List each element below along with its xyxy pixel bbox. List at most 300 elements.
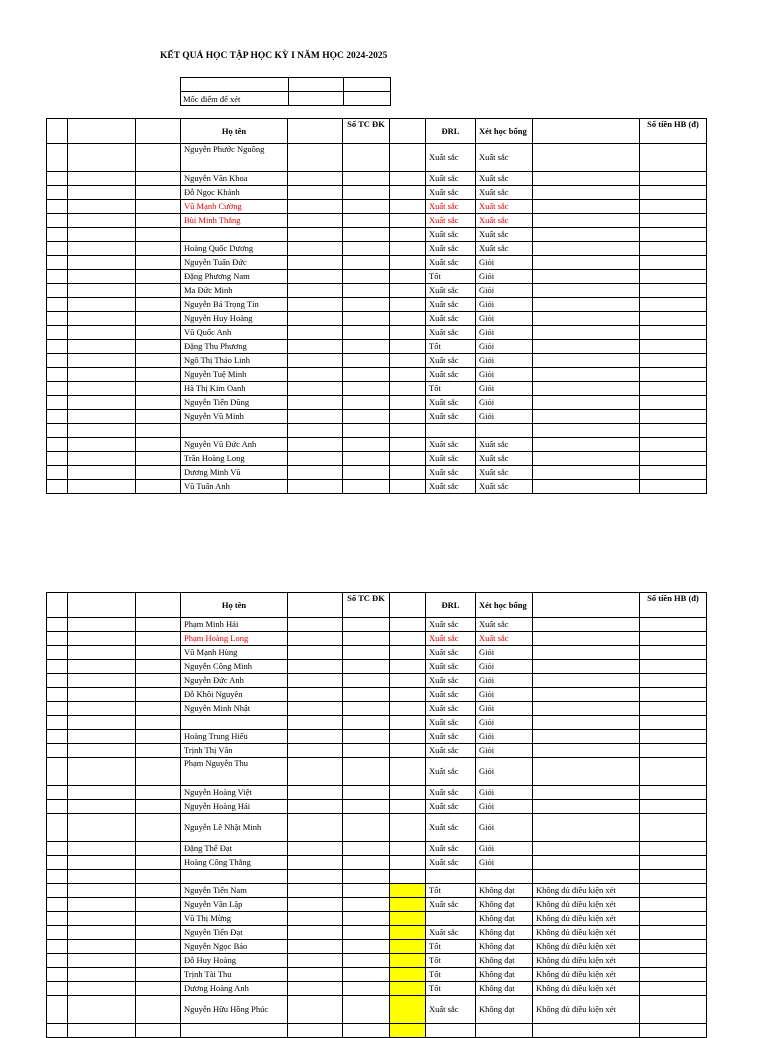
student-name: Dương Hoàng Anh (181, 982, 288, 996)
table-row (47, 186, 707, 200)
scholarship-cell: Giỏi (476, 800, 533, 814)
drl-cell: Xuất sắc (426, 786, 476, 800)
cell-blank (390, 466, 426, 480)
cell-blank (136, 898, 181, 912)
note-cell: Không đủ điều kiện xét (533, 884, 640, 898)
cell-blank (68, 270, 136, 284)
student-name: Hoàng Quốc Dương (181, 242, 288, 256)
note-cell (533, 186, 640, 200)
student-name: Đặng Phương Nam (181, 270, 288, 284)
cell-blank (390, 632, 426, 646)
cell-blank (136, 438, 181, 452)
drl-cell (426, 870, 476, 884)
note-cell (533, 744, 640, 758)
student-name: Nguyễn Văn Khoa (181, 172, 288, 186)
cell-blank (288, 200, 343, 214)
credits-cell (343, 898, 390, 912)
drl-cell: Xuất sắc (426, 716, 476, 730)
cell-blank (68, 242, 136, 256)
student-name: Đặng Thế Đạt (181, 842, 288, 856)
student-name: Nguyễn Tiến Dũng (181, 396, 288, 410)
table-row (47, 842, 707, 856)
credits-cell (343, 284, 390, 298)
cell-blank (390, 144, 426, 172)
cell-blank (136, 410, 181, 424)
cell-blank (288, 814, 343, 842)
drl-cell (426, 424, 476, 438)
cell-blank (390, 856, 426, 870)
credits-cell (343, 968, 390, 982)
student-name: Phạm Nguyễn Thu (181, 758, 288, 786)
criteria-cell (289, 78, 344, 92)
cell-blank (47, 200, 68, 214)
cell-blank (390, 814, 426, 842)
scholarship-cell: Giỏi (476, 646, 533, 660)
cell-blank (390, 884, 426, 898)
scholarship-cell: Không đạt (476, 982, 533, 996)
student-name: Nguyễn Minh Nhật (181, 702, 288, 716)
student-name: Nguyễn Bá Trọng Tín (181, 298, 288, 312)
cell-blank (288, 172, 343, 186)
student-name: Đỗ Ngọc Khánh (181, 186, 288, 200)
cell-blank (136, 396, 181, 410)
cell-blank (288, 228, 343, 242)
cell-blank (68, 786, 136, 800)
cell-blank (47, 814, 68, 842)
cell-blank (390, 214, 426, 228)
note-cell (533, 228, 640, 242)
cell-blank (288, 326, 343, 340)
cell-blank (288, 452, 343, 466)
note-cell: Không đủ điều kiện xét (533, 912, 640, 926)
header-cell (533, 593, 640, 618)
drl-cell: Xuất sắc (426, 284, 476, 298)
note-cell (533, 368, 640, 382)
cell-blank (47, 744, 68, 758)
cell-blank (136, 200, 181, 214)
cell-blank (390, 256, 426, 270)
student-name: Ngô Thị Thảo Linh (181, 354, 288, 368)
scholarship-cell: Xuất sắc (476, 438, 533, 452)
cell-blank (68, 312, 136, 326)
credits-cell (343, 354, 390, 368)
cell-blank (136, 968, 181, 982)
cell-blank (68, 660, 136, 674)
amount-cell (640, 228, 707, 242)
table-row (47, 326, 707, 340)
cell-blank (136, 270, 181, 284)
cell-blank (136, 842, 181, 856)
cell-blank (47, 340, 68, 354)
cell-blank (390, 242, 426, 256)
page-title: KẾT QUẢ HỌC TẬP HỌC KỲ I NĂM HỌC 2024-2025 (160, 51, 388, 61)
note-cell (533, 814, 640, 842)
cell-blank (136, 702, 181, 716)
cell-blank (136, 242, 181, 256)
cell-blank (68, 186, 136, 200)
table-body (47, 144, 707, 494)
credits-cell (343, 424, 390, 438)
drl-cell: Xuất sắc (426, 702, 476, 716)
scholarship-cell: Không đạt (476, 884, 533, 898)
table-row (47, 424, 707, 438)
cell-blank (136, 326, 181, 340)
student-name: Bùi Minh Thắng (181, 214, 288, 228)
cell-blank (136, 786, 181, 800)
amount-cell (640, 646, 707, 660)
cell-blank (288, 940, 343, 954)
amount-cell (640, 382, 707, 396)
table-row (47, 144, 707, 172)
cell-blank (68, 284, 136, 298)
drl-cell: Xuất sắc (426, 800, 476, 814)
amount-cell (640, 786, 707, 800)
note-cell (533, 800, 640, 814)
credits-cell (343, 452, 390, 466)
cell-blank (47, 716, 68, 730)
note-cell (533, 424, 640, 438)
cell-blank (47, 466, 68, 480)
cell-blank (288, 256, 343, 270)
credits-cell (343, 466, 390, 480)
note-cell (533, 270, 640, 284)
credits-cell (343, 702, 390, 716)
amount-cell (640, 730, 707, 744)
table-row (47, 940, 707, 954)
cell-blank (390, 730, 426, 744)
cell-blank (390, 312, 426, 326)
table-row (47, 786, 707, 800)
credits-cell (343, 996, 390, 1024)
cell-blank (68, 842, 136, 856)
cell-blank (47, 186, 68, 200)
table-row (47, 926, 707, 940)
header-cell (136, 593, 181, 618)
student-name (181, 716, 288, 730)
student-name: Vũ Mạnh Hùng (181, 646, 288, 660)
header-row (47, 593, 707, 618)
amount-cell (640, 674, 707, 688)
cell-blank (136, 688, 181, 702)
scholarship-cell (476, 1024, 533, 1038)
credits-cell (343, 144, 390, 172)
cell-blank (68, 744, 136, 758)
cell-blank (47, 702, 68, 716)
cell-blank (47, 1024, 68, 1038)
credits-cell (343, 926, 390, 940)
cell-blank (68, 926, 136, 940)
cell-blank (136, 618, 181, 632)
cell-blank (136, 660, 181, 674)
cell-blank (136, 214, 181, 228)
header-cell (533, 119, 640, 144)
student-name: Nguyễn Công Minh (181, 660, 288, 674)
criteria-cell (181, 78, 289, 92)
cell-blank (47, 842, 68, 856)
scholarship-cell: Giỏi (476, 758, 533, 786)
cell-blank (390, 996, 426, 1024)
table-row (47, 856, 707, 870)
scholarship-cell: Giỏi (476, 814, 533, 842)
student-name: Đỗ Huy Hoàng (181, 954, 288, 968)
credits-cell (343, 270, 390, 284)
cell-blank (68, 256, 136, 270)
amount-cell (640, 912, 707, 926)
student-name: Nguyễn Hoàng Việt (181, 786, 288, 800)
table-row (47, 646, 707, 660)
amount-cell (640, 632, 707, 646)
cell-blank (47, 646, 68, 660)
student-name: Nguyễn Tiến Nam (181, 884, 288, 898)
credits-cell (343, 256, 390, 270)
cell-blank (390, 354, 426, 368)
cell-blank (68, 172, 136, 186)
criteria-cell (289, 92, 344, 106)
cell-blank (136, 814, 181, 842)
scholarship-cell: Xuất sắc (476, 144, 533, 172)
cell-blank (390, 968, 426, 982)
amount-cell (640, 396, 707, 410)
scholarship-cell: Giỏi (476, 674, 533, 688)
cell-blank (136, 716, 181, 730)
note-cell: Không đủ điều kiện xét (533, 996, 640, 1024)
drl-cell: Xuất sắc (426, 410, 476, 424)
table-row (47, 382, 707, 396)
cell-blank (68, 982, 136, 996)
credits-cell (343, 716, 390, 730)
student-name: Hà Thị Kim Oanh (181, 382, 288, 396)
drl-cell: Tốt (426, 940, 476, 954)
credits-cell (343, 312, 390, 326)
student-name: Đỗ Khôi Nguyên (181, 688, 288, 702)
credits-cell (343, 856, 390, 870)
cell-blank (390, 898, 426, 912)
drl-cell: Tốt (426, 340, 476, 354)
cell-blank (47, 758, 68, 786)
drl-cell (426, 1024, 476, 1038)
table-row (47, 884, 707, 898)
header-cell (68, 119, 136, 144)
amount-cell (640, 660, 707, 674)
cell-blank (390, 842, 426, 856)
amount-cell (640, 298, 707, 312)
amount-cell (640, 982, 707, 996)
scholarship-cell: Không đạt (476, 996, 533, 1024)
amount-cell (640, 270, 707, 284)
scholarship-cell: Giỏi (476, 382, 533, 396)
criteria-cell (344, 78, 391, 92)
cell-blank (136, 186, 181, 200)
cell-blank (288, 410, 343, 424)
header-amount: Số tiền HB (đ) (640, 593, 707, 618)
header-name: Họ tên (181, 593, 288, 618)
cell-blank (47, 898, 68, 912)
criteria-table (180, 77, 391, 106)
results-table-1 (46, 118, 707, 494)
amount-cell (640, 368, 707, 382)
table-row (47, 438, 707, 452)
drl-cell: Tốt (426, 884, 476, 898)
scholarship-cell: Giỏi (476, 716, 533, 730)
drl-cell: Xuất sắc (426, 688, 476, 702)
cell-blank (390, 912, 426, 926)
amount-cell (640, 926, 707, 940)
scholarship-cell: Không đạt (476, 898, 533, 912)
cell-blank (47, 968, 68, 982)
cell-blank (47, 996, 68, 1024)
cell-blank (288, 396, 343, 410)
scholarship-cell: Không đạt (476, 912, 533, 926)
amount-cell (640, 954, 707, 968)
amount-cell (640, 480, 707, 494)
cell-blank (68, 688, 136, 702)
note-cell (533, 786, 640, 800)
cell-blank (47, 856, 68, 870)
cell-blank (68, 618, 136, 632)
cell-blank (68, 410, 136, 424)
header-cell (288, 593, 343, 618)
header-name: Họ tên (181, 119, 288, 144)
cell-blank (68, 912, 136, 926)
credits-cell (343, 242, 390, 256)
note-cell (533, 354, 640, 368)
amount-cell (640, 242, 707, 256)
scholarship-cell: Giỏi (476, 396, 533, 410)
scholarship-cell: Giỏi (476, 744, 533, 758)
cell-blank (288, 912, 343, 926)
drl-cell: Tốt (426, 982, 476, 996)
table-row (47, 270, 707, 284)
cell-blank (288, 856, 343, 870)
cell-blank (68, 214, 136, 228)
drl-cell: Xuất sắc (426, 228, 476, 242)
cell-blank (136, 424, 181, 438)
scholarship-cell: Xuất sắc (476, 632, 533, 646)
note-cell (533, 660, 640, 674)
scholarship-cell (476, 870, 533, 884)
cell-blank (288, 214, 343, 228)
cell-blank (68, 800, 136, 814)
cell-blank (68, 940, 136, 954)
cell-blank (390, 186, 426, 200)
drl-cell: Xuất sắc (426, 368, 476, 382)
table-row (47, 674, 707, 688)
cell-blank (288, 438, 343, 452)
note-cell (533, 172, 640, 186)
amount-cell (640, 898, 707, 912)
cell-blank (288, 424, 343, 438)
cell-blank (288, 466, 343, 480)
scholarship-cell: Giỏi (476, 688, 533, 702)
header-cell (68, 593, 136, 618)
cell-blank (68, 228, 136, 242)
cell-blank (47, 298, 68, 312)
credits-cell (343, 214, 390, 228)
cell-blank (136, 730, 181, 744)
cell-blank (288, 968, 343, 982)
cell-blank (288, 618, 343, 632)
table-row (47, 172, 707, 186)
table-row (47, 340, 707, 354)
credits-cell (343, 200, 390, 214)
cell-blank (390, 758, 426, 786)
credits-cell (343, 758, 390, 786)
scholarship-cell: Giỏi (476, 340, 533, 354)
amount-cell (640, 618, 707, 632)
scholarship-cell: Xuất sắc (476, 172, 533, 186)
cell-blank (47, 884, 68, 898)
drl-cell: Xuất sắc (426, 144, 476, 172)
cell-blank (288, 898, 343, 912)
cell-blank (288, 144, 343, 172)
amount-cell (640, 200, 707, 214)
drl-cell: Xuất sắc (426, 632, 476, 646)
cell-blank (288, 270, 343, 284)
table-row (47, 452, 707, 466)
cell-blank (136, 466, 181, 480)
table-row (47, 954, 707, 968)
credits-cell (343, 410, 390, 424)
cell-blank (68, 368, 136, 382)
scholarship-cell: Xuất sắc (476, 452, 533, 466)
amount-cell (640, 424, 707, 438)
cell-blank (390, 646, 426, 660)
note-cell (533, 674, 640, 688)
cell-blank (47, 172, 68, 186)
student-name: Hoàng Trung Hiếu (181, 730, 288, 744)
criteria-cell (344, 92, 391, 106)
cell-blank (68, 452, 136, 466)
cell-blank (390, 480, 426, 494)
amount-cell (640, 800, 707, 814)
scholarship-cell: Xuất sắc (476, 214, 533, 228)
header-cell (136, 119, 181, 144)
credits-cell (343, 744, 390, 758)
scholarship-cell: Xuất sắc (476, 480, 533, 494)
cell-blank (136, 856, 181, 870)
cell-blank (136, 144, 181, 172)
scholarship-cell: Giỏi (476, 298, 533, 312)
drl-cell: Xuất sắc (426, 646, 476, 660)
student-name: Phạm Hoàng Long (181, 632, 288, 646)
credits-cell (343, 396, 390, 410)
amount-cell (640, 438, 707, 452)
cell-blank (288, 242, 343, 256)
note-cell (533, 214, 640, 228)
credits-cell (343, 730, 390, 744)
cell-blank (390, 870, 426, 884)
scholarship-cell: Giỏi (476, 354, 533, 368)
student-name (181, 228, 288, 242)
cell-blank (136, 982, 181, 996)
table-body (47, 618, 707, 1038)
header-cell (47, 593, 68, 618)
note-cell (533, 340, 640, 354)
student-name: Đặng Thu Phương (181, 340, 288, 354)
cell-blank (47, 354, 68, 368)
credits-cell (343, 1024, 390, 1038)
drl-cell: Tốt (426, 382, 476, 396)
cell-blank (390, 284, 426, 298)
cell-blank (288, 312, 343, 326)
cell-blank (47, 382, 68, 396)
cell-blank (136, 1024, 181, 1038)
credits-cell (343, 912, 390, 926)
credits-cell (343, 870, 390, 884)
credits-cell (343, 632, 390, 646)
cell-blank (390, 744, 426, 758)
drl-cell: Xuất sắc (426, 996, 476, 1024)
